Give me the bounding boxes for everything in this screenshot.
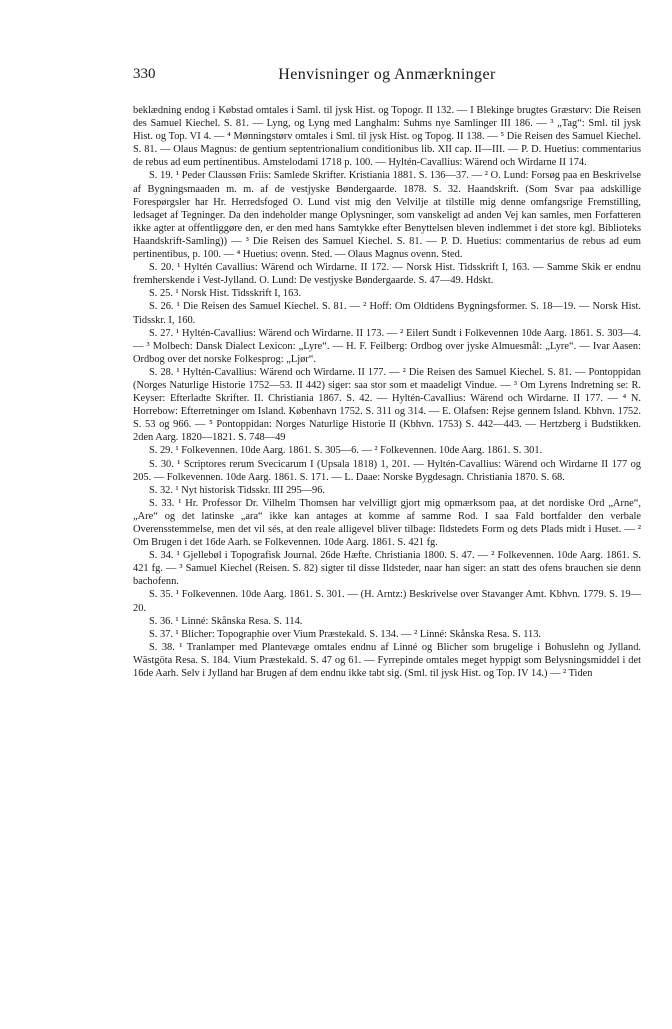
note-paragraph: S. 27. ¹ Hyltén-Cavallius: Wärend och Wirdarne. II 173. — ² Eilert Sundt i Folkevennen 10de Aarg. 1861. S. 303—4. — ³ Molbech: Dansk Dialect Lexicon: „Lyre“. — H. F. Feilberg: Ordbog over jyske Almuesmål: „Lyre“. — Ivar Aasen: Ordbog over det norske Folkesprog: „Ljør“. — [133, 327, 641, 365]
notes-body — [133, 104, 641, 1009]
note-paragraph: S. 36. ¹ Linné: Skånska Resa. S. 114. — [149, 615, 303, 627]
page-header — [133, 66, 641, 88]
note-paragraph: S. 26. ¹ Die Reisen des Samuel Kiechel. S. 81. — ² Hoff: Om Oldtidens Bygningsformer. S. 18—19. — Norsk Hist. Tidsskr. I, 160. — [133, 301, 641, 326]
note-paragraph: S. 34. ¹ Gjellebøl i Topografisk Journal. 26de Hæfte. Christiania 1800. S. 47. — ² Folkevennen. 10de Aarg. 1861. S. 421 fg. — ³ Samuel Kiechel (Reisen. S. 82) sigter til disse Ildsteder, naar han siger: an statt des ofens brauchen sie denn bachofenn. — [133, 550, 641, 588]
page-number: 330 — [133, 66, 156, 82]
note-paragraph: S. 33. ¹ Hr. Professor Dr. Vilhelm Thomsen har velvilligt gjort mig opmærksom paa, at det nordiske Ord „Arne“, „Are“ og det latinske „ara“ ikke kan antages at komme af samme Rod. I saa Fald bortfalder den verbale Overensstemmelse, men det vil sés, at den reale alligevel bliver tilbage: Ildstedets Form og dets Plads midt i Huset. — ² Om Brugen i det 16de Aarh. se Folkevennen. 10de Aarg. 1861. S. 421 fg. — [133, 497, 641, 549]
note-paragraph: S. 37. ¹ Blicher: Topographie over Vium Præstekald. S. 134. — ² Linné: Skånska Resa. S. 113. — [149, 628, 541, 640]
note-paragraph: S. 30. ¹ Scriptores rerum Svecicarum I (Upsala 1818) 1, 201. — Hyltén-Cavallius: Wärend och Wirdarne II 177 og 205. — Folkevennen. 10de Aarg. 1861. S. 171. — L. Daae: Norske Bygdesagn. Christiania 1870. S. 68. — [133, 458, 641, 483]
note-paragraph: S. 25. ¹ Norsk Hist. Tidsskrift I, 163. — [149, 288, 302, 300]
note-paragraph: S. 32. ¹ Nyt historisk Tidsskr. III 295—96. — [149, 484, 326, 496]
note-paragraph: beklædning endog i Købstad omtales i Saml. til jysk Hist. og Topogr. II 132. — I Blekinge brugtes Græstørv: Die Reisen des Samuel Kiechel. S. 81. — Lyng, og Lyng med Langhalm: Suhms nye Samlinger III 186. — ³ „Tag“: Sml. til jysk Hist. og Top. VI 4. — ⁴ Mønningstørv omtales i Sml. til jysk Hist. og Topog. II 138. — ⁵ Die Reisen des Samuel Kiechel. S. 81. — Olaus Magnus: de gentium septentrionalium conditionibus lib. XII cap. II—III. — P. D. Huetius: commentarius de rebus ad eum pertinentibus. Amstelodami 1718 p. 100. — Hyltén-Cavallius: Wärend och Wirdarne II 174. — [133, 105, 641, 169]
note-paragraph: S. 20. ¹ Hyltén Cavallius: Wärend och Wirdarne. II 172. — Norsk Hist. Tidsskrift I, 163. — Samme Skik er endnu fremherskende i Vest-Jylland. O. Lund: De vestjyske Bøndergaarde. S. 47—49. Hdskt. — [133, 262, 641, 287]
note-paragraph: S. 19. ¹ Peder Claussøn Friis: Samlede Skrifter. Kristiania 1881. S. 136—37. — ² O. Lund: Forsøg paa en Beskrivelse af Bygningsmaaden m. m. af de vestjyske Bøndergaarde. 1878. S. 32. Haandskrift. (Som Svar paa adskillige Forespørgsler har Hr. Herredsfoged O. Lund vist mig den Velvilje at tilstille mig denne omfangsrige Fremstilling, ledsaget af Tegninger. Da den indeholder mange Oplysninger, som vanskeligt ad anden Vej kan samles, men Forfatteren ikke agter at offentliggøre den, er den med hans Samtykke efter Benyttelsen bleven indlemmet i det store kgl. Biblioteks Haandskrift-Samling)) — ³ Die Reisen des Samuel Kiechel. S. 81. — P. D. Huetius: commentarius de rebus ad eum pertinentibus, p. 100. — ⁴ Huetius: ovenn. Sted. — Olaus Magnus ovenn. Sted. — [133, 170, 641, 261]
note-paragraph: S. 29. ¹ Folkevennen. 10de Aarg. 1861. S. 305—6. — ² Folkevennen. 10de Aarg. 1861. S. 301. — [149, 445, 543, 457]
note-paragraph: S. 38. ¹ Tranlamper med Plantevæge omtales endnu af Linné og Blicher som brugelige i Bohuslehn og Jylland. Wästgöta Resa. S. 184. Vium Præstekald. S. 47 og 61. — Fyrrepinde omtales meget hyppigt som Belysningsmiddel i det 16de Aarh. Selv i Jylland har Brugen af dem endnu ikke tabt sig. (Sml. til jysk Hist. og Top. IV 14.) — ² Tiden — [133, 641, 641, 680]
running-title: Henvisninger og Anmærkninger — [278, 66, 496, 83]
note-paragraph: S. 28. ¹ Hyltén-Cavallius: Wärend och Wirdarne. II 177. — ² Die Reisen des Samuel Kiechel. S. 81. — Pontoppidan (Norges Naturlige Historie 1752—53. II 442) siger: saa stor som et maadeligt Vindue. — ³ Om Lyrens Indretning se: R. Keyser: Efterladte Skrifter. II. Christiania 1867. S. 42. — Hyltén-Cavallius: Wärend och Wirdarne. II 177. — ⁴ N. Horrebow: Efterretninger om Island. København 1752. S. 311 og 314. — E. Olafsen: Rejse gennem Island. Kbhvn. 1752. S. 53 og 966. — ⁵ Pontoppidan: Norges Naturlige Historie II (Kbhvn. 1753) S. 442—443. — Hertzberg i Budstikken. 2den Aarg. 1820—1821. S. 748—49 — [133, 366, 641, 444]
note-paragraph: S. 35. ¹ Folkevennen. 10de Aarg. 1861. S. 301. — (H. Arntz:) Beskrivelse over Stavanger Amt. Kbhvn. 1779. S. 19—20. — [133, 589, 641, 614]
